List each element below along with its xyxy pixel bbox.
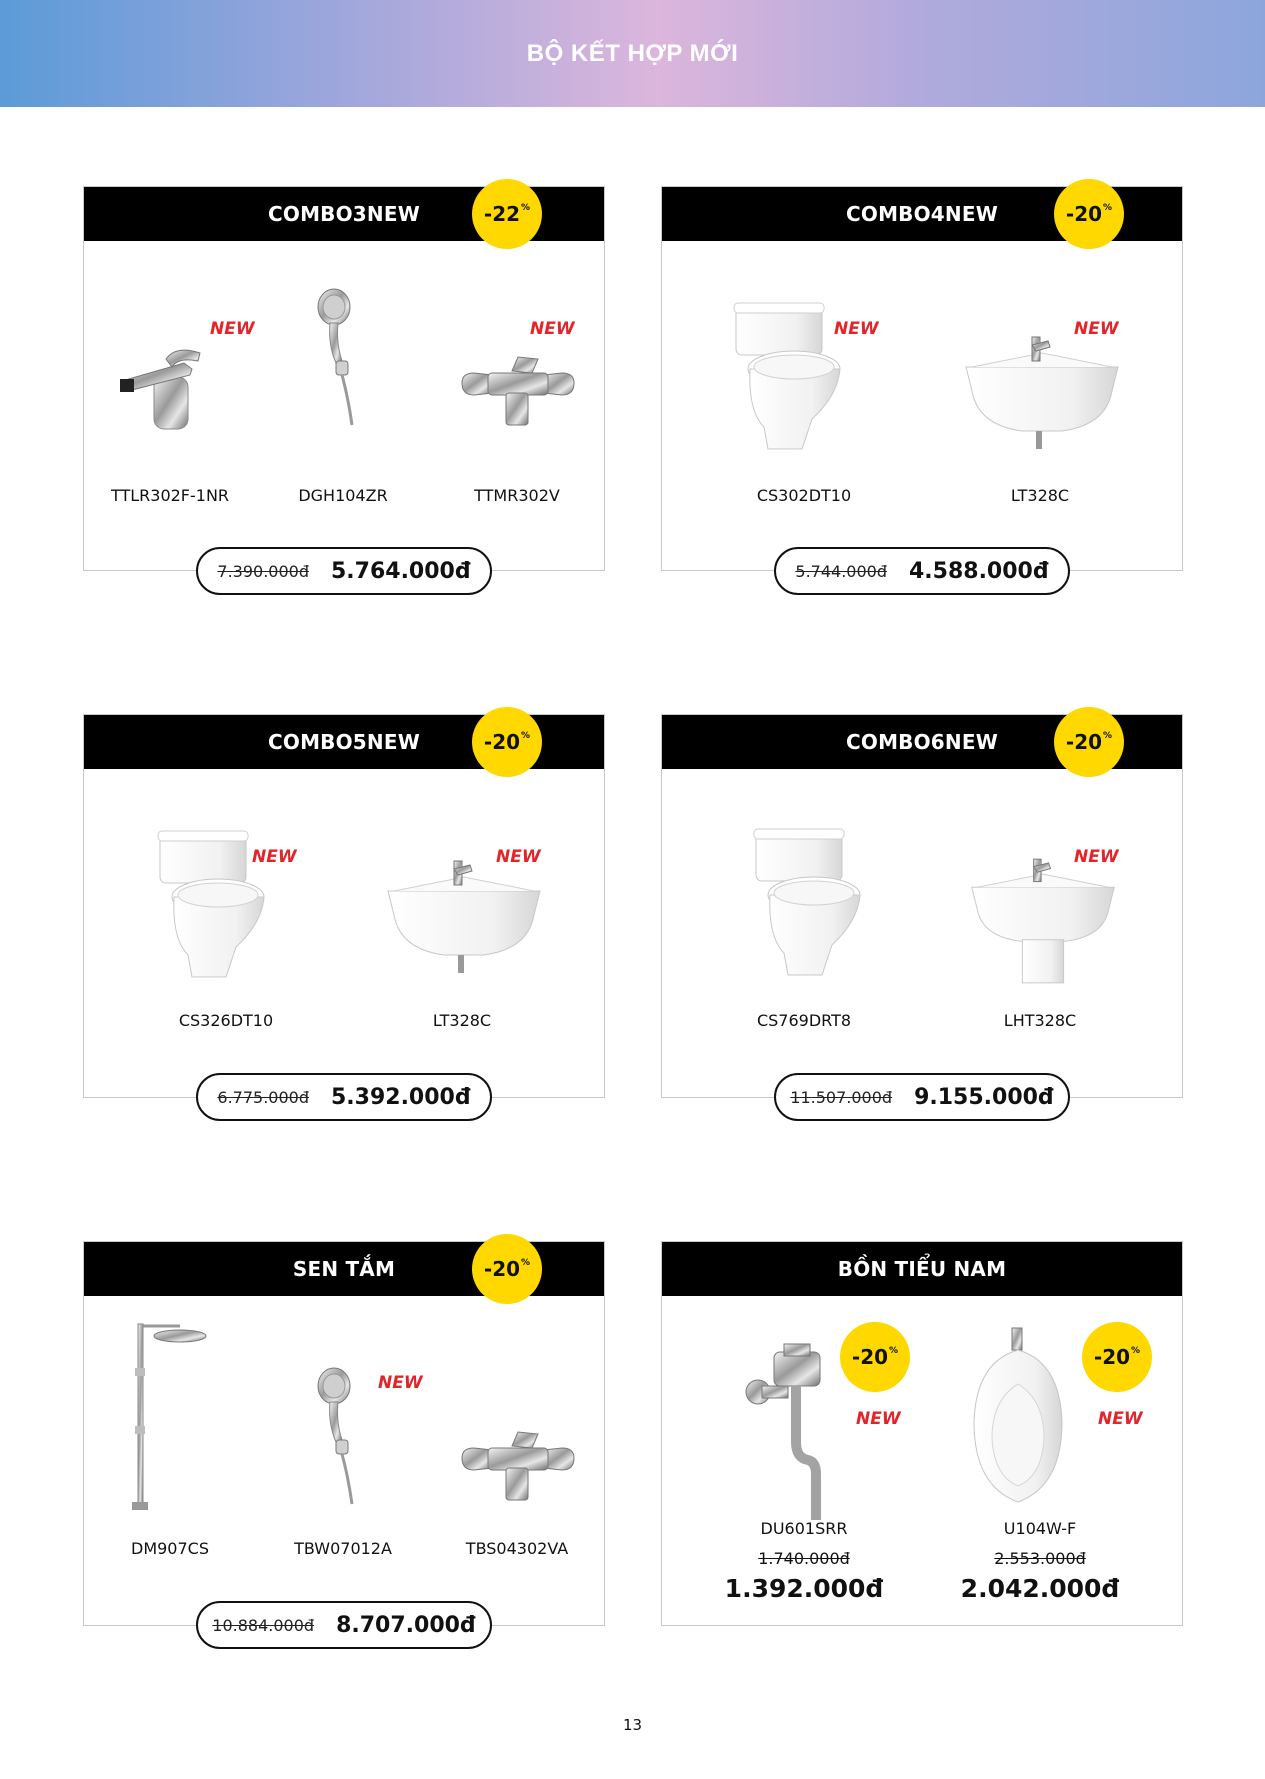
product-code: U104W-F [1003,1519,1077,1538]
product-code: TBW07012A [294,1539,392,1558]
bath-mixer-icon [458,353,578,433]
new-price: 9.155.000đ [914,1084,1054,1110]
old-price: 11.507.000đ [790,1087,893,1107]
card-header [84,715,604,769]
card-title: COMBO5NEW [267,730,420,754]
new-price: 4.588.000đ [908,558,1049,584]
discount-badge: -20 % [1054,707,1124,777]
discount-badge: -22 % [472,179,542,249]
product-code: TBS04302VA [465,1539,569,1558]
new-tag: NEW [834,319,879,339]
discount-badge: -20 % [472,1234,542,1304]
card-title: COMBO3NEW [267,202,420,226]
card-header [84,1242,604,1296]
card-title: SEN TẮM [292,1257,396,1281]
combo-card-combo5new [83,714,605,1110]
old-price: 10.884.000đ [212,1615,315,1635]
product-code: CS326DT10 [178,1011,274,1030]
product-code: CS302DT10 [756,486,852,505]
new-price: 8.707.000đ [336,1612,476,1638]
product-code: LT328C [432,1011,492,1030]
old-price: 1.740.000đ [758,1549,850,1568]
price-pill [196,1073,492,1121]
page-banner [0,0,1265,107]
card-header [84,187,604,241]
discount-badge: -20 % [1054,179,1124,249]
new-price: 5.392.000đ [330,1084,471,1110]
new-price: 5.764.000đ [330,558,471,584]
product-code: DGH104ZR [298,486,388,505]
price-pill [774,1073,1070,1121]
product-code: DU601SRR [760,1519,848,1538]
page-number: 13 [622,1716,643,1734]
new-tag: NEW [1074,319,1119,339]
rain-shower-column-icon [124,1316,214,1516]
card-header [662,715,1182,769]
urinal-icon [968,1326,1068,1506]
old-price: 5.744.000đ [795,561,887,581]
bath-mixer-icon [458,1428,578,1508]
new-tag: NEW [1098,1409,1143,1429]
hand-shower-icon [312,1366,372,1506]
combo-card-sen-tam [83,1241,605,1638]
old-price: 7.390.000đ [217,561,309,581]
product-code: LHT328C [1003,1011,1077,1030]
discount-badge: -20 % [1082,1322,1152,1392]
price-pill [196,547,492,595]
new-tag: NEW [252,847,297,867]
new-tag: NEW [378,1373,423,1393]
new-tag: NEW [210,319,255,339]
price-pill [196,1601,492,1649]
card-title: BỒN TIỂU NAM [837,1257,1007,1281]
old-price: 2.553.000đ [994,1549,1086,1568]
page-title: BỘ KẾT HỢP MỚI [526,39,739,67]
wall-basin-icon [384,857,544,977]
pedestal-basin-icon [968,855,1118,987]
product-code: DM907CS [131,1539,209,1558]
new-price: 2.042.000đ [960,1574,1120,1603]
new-tag: NEW [856,1409,901,1429]
basin-faucet-icon [114,335,214,435]
toilet-icon [724,299,844,459]
combo-card-combo3new [83,186,605,584]
combo-card-combo4new [661,186,1183,584]
toilet-icon [148,827,268,987]
card-header [662,187,1182,241]
discount-badge: -20 % [472,707,542,777]
urinal-card [661,1241,1183,1626]
product-code: LT328C [1010,486,1070,505]
card-header [662,1242,1182,1296]
price-pill [774,547,1070,595]
new-tag: NEW [496,847,541,867]
new-tag: NEW [1074,847,1119,867]
card-title: COMBO6NEW [845,730,998,754]
toilet-icon [744,825,864,985]
product-code: CS769DRT8 [756,1011,852,1030]
flush-valve-icon [744,1342,844,1522]
wall-basin-icon [962,333,1122,453]
new-tag: NEW [530,319,575,339]
product-code: TTMR302V [474,486,560,505]
old-price: 6.775.000đ [217,1087,309,1107]
new-price: 1.392.000đ [724,1574,884,1603]
combo-card-combo6new [661,714,1183,1110]
product-code: TTLR302F-1NR [110,486,230,505]
card-title: COMBO4NEW [845,202,998,226]
discount-badge: -20 % [840,1322,910,1392]
hand-shower-icon [312,287,372,427]
